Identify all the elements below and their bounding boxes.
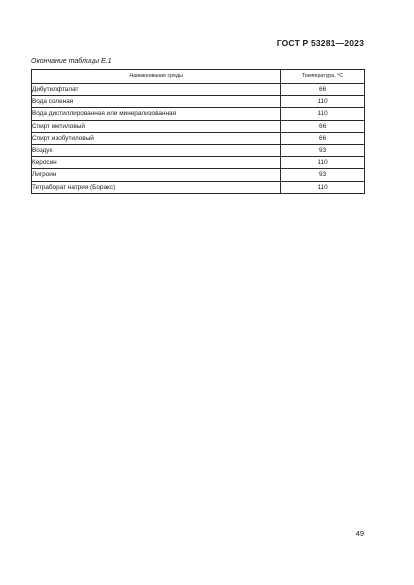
table-row [32, 144, 365, 156]
table-row [32, 84, 365, 96]
table-row [32, 120, 365, 132]
temperature-cell: 110 [281, 157, 365, 169]
column-header-medium: Наименование среды [32, 70, 281, 84]
temperature-cell: 110 [281, 108, 365, 120]
standard-code: ГОСТ Р 53281—2023 [276, 38, 364, 48]
table-row [32, 132, 365, 144]
medium-name-cell: Воздух [32, 144, 281, 156]
temperature-cell: 93 [281, 169, 365, 181]
temperature-cell: 66 [281, 120, 365, 132]
medium-name-cell: Керосин [32, 157, 281, 169]
table-header-row [32, 70, 365, 84]
temperature-cell: 66 [281, 132, 365, 144]
medium-name-cell: Вода соленая [32, 96, 281, 108]
temperature-cell: 66 [281, 84, 365, 96]
table-row [32, 108, 365, 120]
medium-name-cell: Тетраборат натрия (Боракс) [32, 181, 281, 193]
table-row [32, 181, 365, 193]
table-row [32, 96, 365, 108]
media-temperature-table [31, 69, 365, 194]
temperature-cell: 110 [281, 181, 365, 193]
page-number: 49 [355, 529, 364, 538]
medium-name-cell: Вода дистиллированная или минерализованная [32, 108, 281, 120]
table-row [32, 169, 365, 181]
medium-name-cell: Спирт метиловый [32, 120, 281, 132]
table-caption: Окончание таблицы Е.1 [31, 58, 112, 65]
medium-name-cell: Дибутилфталат [32, 84, 281, 96]
medium-name-cell: Лигроин [32, 169, 281, 181]
column-header-temperature: Температура, °С [281, 70, 365, 84]
table-row [32, 157, 365, 169]
temperature-cell: 110 [281, 96, 365, 108]
medium-name-cell: Спирт изобутиловый [32, 132, 281, 144]
temperature-cell: 93 [281, 144, 365, 156]
